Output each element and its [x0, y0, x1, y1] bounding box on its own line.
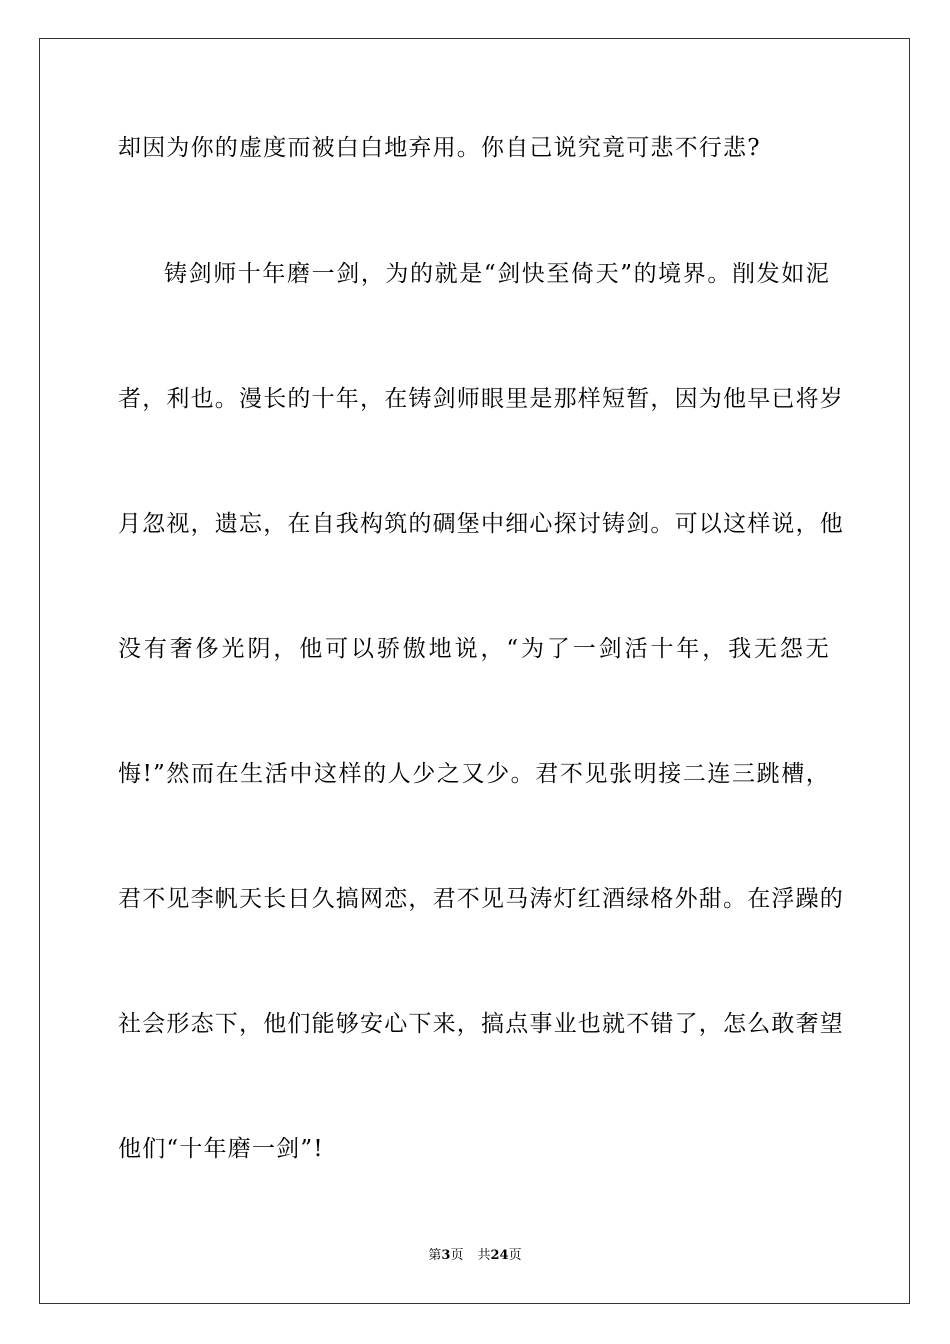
- text-line-2: 铸剑师十年磨一剑，为的就是“剑快至倚天”的境界。削发如泥: [164, 261, 830, 287]
- text-line-6: 悔!”然而在生活中这样的人少之又少。君不见张明接二连三跳槽，: [118, 761, 830, 787]
- text-line-1: 却因为你的虚度而被白白地弃用。你自己说究竟可悲不行悲?: [118, 135, 761, 161]
- footer-total-suffix: 页: [508, 1248, 522, 1263]
- text-line-8: 社会形态下，他们能够安心下来，搞点事业也就不错了，怎么敢奢望: [118, 1011, 844, 1037]
- page-border: [39, 38, 910, 1304]
- footer-total-prefix: 共: [477, 1248, 491, 1263]
- footer-total-number: 24: [490, 1248, 509, 1263]
- text-line-5: 没有奢侈光阴，他可以骄傲地说，“为了一剑活十年，我无怨无: [118, 636, 830, 662]
- text-line-4: 月忽视，遗忘，在自我构筑的碉堡中细心探讨铸剑。可以这样说，他: [118, 511, 844, 537]
- text-line-7: 君不见李帆天长日久搞网恋，君不见马涛灯红酒绿格外甜。在浮躁的: [118, 886, 844, 912]
- text-line-9: 他们“十年磨一剑”!: [118, 1136, 324, 1162]
- footer-page-number: 3: [441, 1248, 451, 1263]
- footer-page-suffix: 页: [450, 1248, 464, 1263]
- text-line-3: 者，利也。漫长的十年，在铸剑师眼里是那样短暂，因为他早已将岁: [118, 386, 844, 412]
- footer-page-prefix: 第: [428, 1248, 442, 1263]
- page-footer: [0, 1247, 950, 1265]
